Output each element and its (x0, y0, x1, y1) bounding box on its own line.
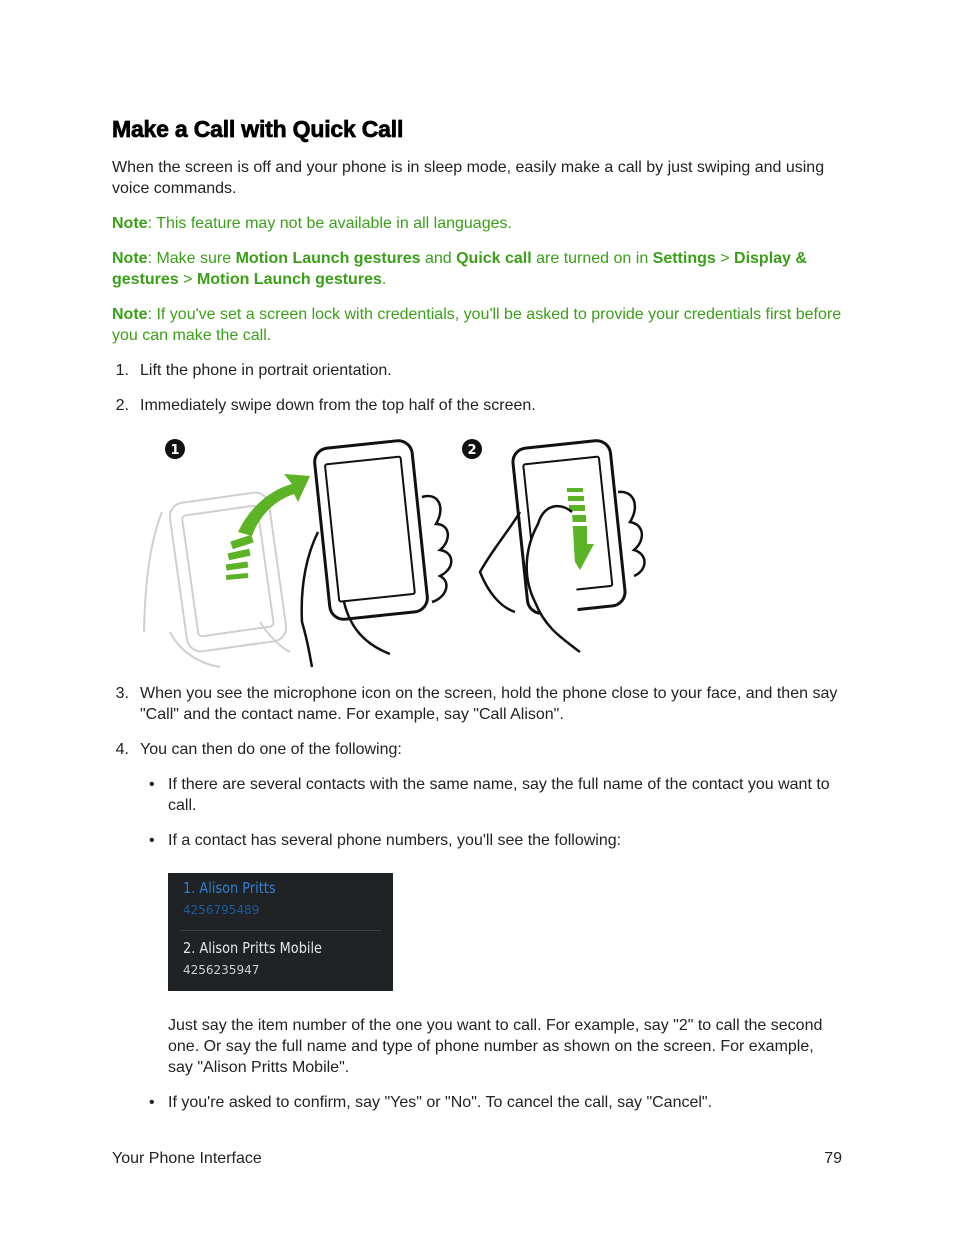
step-text: You can then do one of the following: (140, 741, 402, 758)
section-heading: Make a Call with Quick Call (112, 116, 404, 142)
call-choice-screen (168, 873, 393, 991)
faded-phone-and-hand (144, 491, 290, 667)
step-text: Lift the phone in portrait orientation. (140, 362, 392, 379)
note-label: Note (112, 250, 148, 267)
step-text: When you see the microphone icon on the screen, hold the phone close to your face, and then say "Call" and the contact name. For example, say "Call Alison". (140, 685, 838, 723)
contact-option-1-name[interactable]: 1. Alison Pritts (183, 879, 276, 897)
setting-motion-launch: Motion Launch gestures (235, 250, 421, 267)
instruction-paragraph: Just say the item number of the one you want to call. For example, say "2" to call the second one. Or say the full name and type of phone number as shown on the screen. For example, say "Alison Pritts Mobile". (168, 1017, 823, 1076)
note-text: . (381, 271, 387, 288)
bullet-dot: • (149, 1094, 155, 1111)
bullet-text: If a contact has several phone numbers, you'll see the following: (168, 832, 622, 849)
note-text: and (420, 250, 457, 267)
list-divider (180, 930, 381, 931)
note-languages (112, 213, 842, 234)
badge-2-label: 2 (467, 443, 477, 458)
note-settings (112, 248, 842, 290)
note-text: : Make sure (147, 250, 236, 267)
contact-option-1-number: 4256795489 (183, 903, 260, 917)
note-label: Note (112, 215, 148, 232)
note-text: : This feature may not be available in all languages. (147, 215, 512, 232)
badge-1-label: 1 (170, 443, 180, 458)
note-text: : If you've set a screen lock with credentials, you'll be asked to provide your credentials first before you can make the call. (112, 306, 842, 344)
step-number: 1. (115, 362, 129, 379)
step-badge-2 (462, 439, 482, 459)
note-text: are turned on in (531, 250, 653, 267)
bullet-text: If you're asked to confirm, say "Yes" or "No". To cancel the call, say "Cancel". (168, 1094, 713, 1111)
note-text: > (715, 250, 735, 267)
setting-settings: Settings (652, 250, 716, 267)
gesture-illustration (140, 432, 660, 670)
manual-page (112, 0, 842, 1235)
step-number: 3. (115, 685, 129, 702)
phone-held-2 (480, 439, 645, 652)
setting-motion-launch-2: Motion Launch gestures (196, 271, 382, 288)
footer-page-number: 79 (824, 1150, 842, 1167)
bullet-dot: • (149, 776, 155, 793)
intro-paragraph: When the screen is off and your phone is in sleep mode, easily make a call by just swiping and using voice commands. (112, 159, 825, 197)
curved-arrow-up (226, 474, 310, 580)
bullet-text: If there are several contacts with the same name, say the full name of the contact you want to call. (168, 776, 830, 814)
setting-quick-call: Quick call (456, 250, 532, 267)
contact-option-2-number: 4256235947 (183, 963, 260, 977)
footer-section-title: Your Phone Interface (112, 1150, 262, 1167)
step-text: Immediately swipe down from the top half of the screen. (140, 397, 536, 414)
setting-display-gestures: Display & gestures (112, 250, 807, 288)
note-text: > (178, 271, 197, 288)
note-screen-lock (112, 304, 842, 346)
bullet-dot: • (149, 832, 155, 849)
step-badge-1 (165, 439, 185, 459)
note-label: Note (112, 306, 148, 323)
step-number: 4. (115, 741, 129, 758)
contact-option-2-name[interactable]: 2. Alison Pritts Mobile (183, 939, 322, 957)
step-number: 2. (115, 397, 129, 414)
phone-held-1 (302, 439, 452, 667)
